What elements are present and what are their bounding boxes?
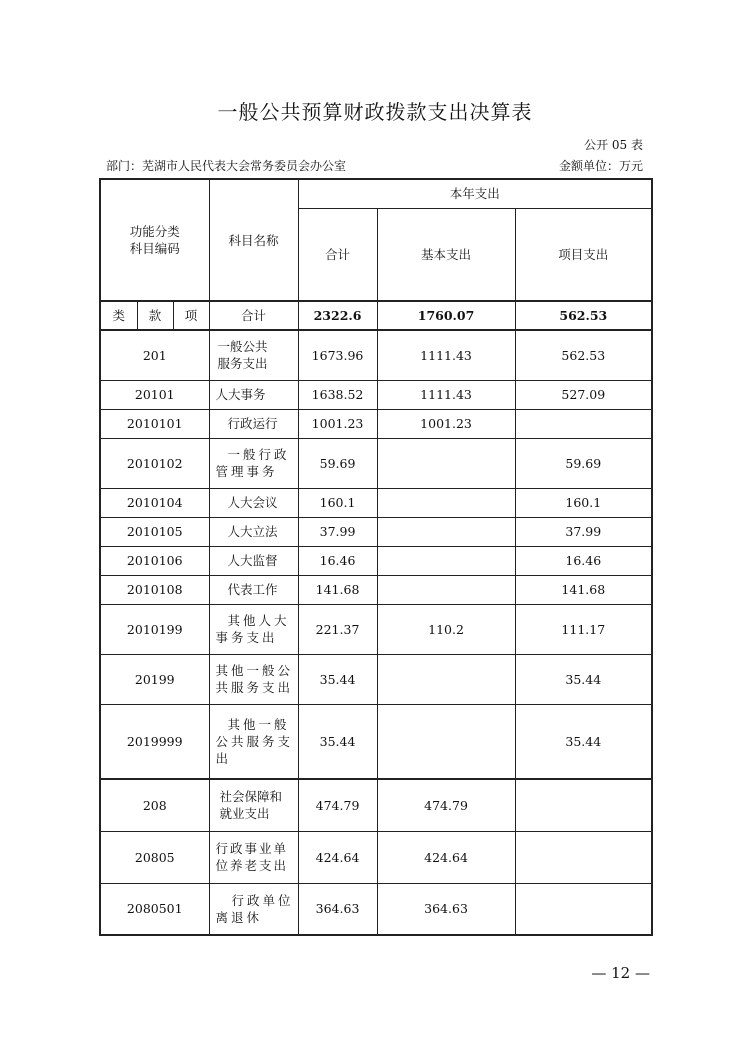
- form-number: 公开 05 表: [584, 138, 643, 152]
- row-project: 35.44: [515, 654, 652, 704]
- table-row: [100, 883, 652, 935]
- row-project: [515, 883, 652, 935]
- header-xiang: 项: [173, 301, 209, 330]
- table-row: [100, 575, 652, 604]
- header-name: 科目名称: [209, 179, 298, 301]
- table-row: [100, 517, 652, 546]
- row-name: 代表工作: [209, 575, 298, 604]
- row-basic: [377, 517, 515, 546]
- row-code: 2010104: [100, 488, 209, 517]
- row-code: 2010101: [100, 409, 209, 438]
- row-name: 人大监督: [209, 546, 298, 575]
- table-row: [100, 704, 652, 779]
- row-basic: [377, 438, 515, 488]
- row-basic: 1001.23: [377, 409, 515, 438]
- header-code: 功能分类 科目编码: [100, 179, 209, 301]
- row-total: 59.69: [298, 438, 377, 488]
- row-code: 2010102: [100, 438, 209, 488]
- header-kuan: 款: [137, 301, 173, 330]
- row-project: 59.69: [515, 438, 652, 488]
- row-code: 2010105: [100, 517, 209, 546]
- row-name: 一般行政管理事务: [209, 438, 298, 488]
- row-total: 35.44: [298, 704, 377, 779]
- row-code: 20805: [100, 831, 209, 883]
- row-total: 16.46: [298, 546, 377, 575]
- row-name: 一般公共服务支出: [209, 330, 298, 380]
- row-code: 20199: [100, 654, 209, 704]
- row-total: 1001.23: [298, 409, 377, 438]
- row-name: 人大事务: [209, 380, 298, 409]
- row-basic: 424.64: [377, 831, 515, 883]
- row-basic: [377, 546, 515, 575]
- total-row-project: 562.53: [515, 301, 652, 330]
- row-project: 35.44: [515, 704, 652, 779]
- total-row-label: 合计: [209, 301, 298, 330]
- row-code: 2010199: [100, 604, 209, 654]
- row-basic: [377, 488, 515, 517]
- table-row: [100, 604, 652, 654]
- row-name: 行政运行: [209, 409, 298, 438]
- row-project: [515, 779, 652, 831]
- row-project: [515, 409, 652, 438]
- department-label: 部门：芜湖市人民代表大会常务委员会办公室: [106, 159, 347, 173]
- row-total: 141.68: [298, 575, 377, 604]
- total-row-basic: 1760.07: [377, 301, 515, 330]
- table-row: [100, 546, 652, 575]
- row-total: 1673.96: [298, 330, 377, 380]
- row-total: 37.99: [298, 517, 377, 546]
- row-total: 364.63: [298, 883, 377, 935]
- row-total: 1638.52: [298, 380, 377, 409]
- row-basic: 1111.43: [377, 330, 515, 380]
- row-code: 2019999: [100, 704, 209, 779]
- row-basic: 1111.43: [377, 380, 515, 409]
- row-project: 37.99: [515, 517, 652, 546]
- row-code: 2010106: [100, 546, 209, 575]
- row-name: 其他一般公共服务支出: [209, 704, 298, 779]
- table-row: [100, 380, 652, 409]
- row-code: 208: [100, 779, 209, 831]
- row-name: 人大会议: [209, 488, 298, 517]
- row-name: 其他人大事务支出: [209, 604, 298, 654]
- row-name: 人大立法: [209, 517, 298, 546]
- amount-unit-label: 金额单位：万元: [558, 159, 643, 173]
- row-total: 221.37: [298, 604, 377, 654]
- row-basic: [377, 654, 515, 704]
- row-name: 行政事业单位养老支出: [209, 831, 298, 883]
- table-row: [100, 409, 652, 438]
- row-total: 474.79: [298, 779, 377, 831]
- table-row: [100, 654, 652, 704]
- total-row-total: 2322.6: [298, 301, 377, 330]
- row-project: [515, 831, 652, 883]
- header-project: 项目支出: [515, 208, 652, 301]
- row-basic: [377, 704, 515, 779]
- header-lei: 类: [100, 301, 137, 330]
- row-project: 527.09: [515, 380, 652, 409]
- row-name: 社会保障和就业支出: [209, 779, 298, 831]
- row-project: 160.1: [515, 488, 652, 517]
- row-basic: 474.79: [377, 779, 515, 831]
- row-total: 160.1: [298, 488, 377, 517]
- row-basic: [377, 575, 515, 604]
- row-project: 141.68: [515, 575, 652, 604]
- row-code: 2010108: [100, 575, 209, 604]
- row-project: 562.53: [515, 330, 652, 380]
- expenditure-table: [99, 178, 653, 936]
- page-number: — 12 —: [591, 964, 650, 982]
- table-row: [100, 779, 652, 831]
- header-year-expense: 本年支出: [298, 179, 652, 208]
- row-total: 424.64: [298, 831, 377, 883]
- table-row: [100, 438, 652, 488]
- table-row: [100, 488, 652, 517]
- row-total: 35.44: [298, 654, 377, 704]
- row-name: 其他一般公共服务支出: [209, 654, 298, 704]
- row-basic: 110.2: [377, 604, 515, 654]
- row-code: 201: [100, 330, 209, 380]
- row-code: 20101: [100, 380, 209, 409]
- row-name: 行政单位离退休: [209, 883, 298, 935]
- header-total: 合计: [298, 208, 377, 301]
- row-basic: 364.63: [377, 883, 515, 935]
- table-row: [100, 330, 652, 380]
- row-project: 111.17: [515, 604, 652, 654]
- row-project: 16.46: [515, 546, 652, 575]
- header-basic: 基本支出: [377, 208, 515, 301]
- table-row: [100, 831, 652, 883]
- page-title: 一般公共预算财政拨款支出决算表: [217, 100, 533, 124]
- row-code: 2080501: [100, 883, 209, 935]
